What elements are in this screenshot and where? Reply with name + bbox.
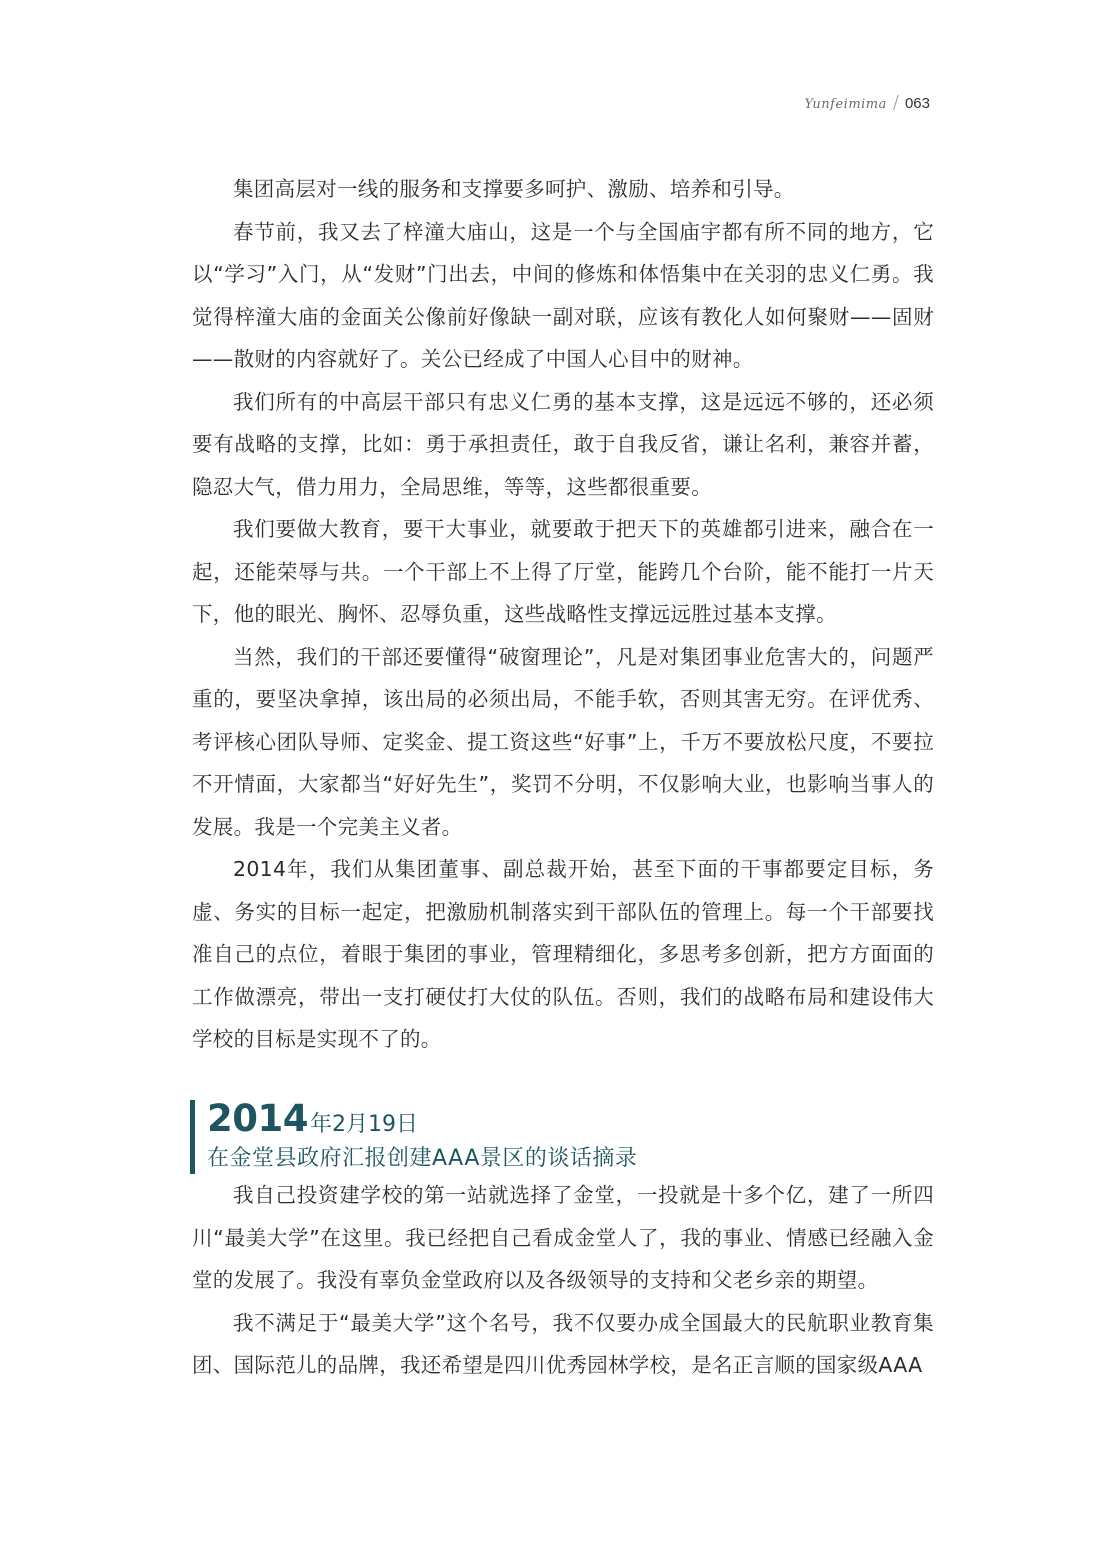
paragraph-2: 春节前，我又去了梓潼大庙山，这是一个与全国庙宇都有所不同的地方，它以“学习”入门，从“发财”门出去，中间的修炼和体悟集中在关羽的忠义仁勇。我觉得梓潼大庙的金面关公像前好像缺一副对联，应该有教化人如何聚财——固财——散财的内容就好了。关公已经成了中国人心目中的财神。 [192, 219, 934, 371]
section-date [207, 1097, 951, 1144]
page-number: 063 [904, 95, 930, 112]
paragraph-5: 当然，我们的干部还要懂得“破窗理论”，凡是对集团事业危害大的，问题严重的，要坚决拿掉，该出局的必须出局，不能手软，否则其害无穷。在评优秀、考评核心团队导师、定奖金、提工资这些“好事”上，千万不要放松尺度，不要拉不开情面，大家都当“好好先生”，奖罚不分明，不仅影响大业，也影响当事人的发展。我是一个完美主义者。 [192, 644, 934, 839]
paragraph-3: 我们所有的中高层干部只有忠义仁勇的基本支撑，这是远远不够的，还必须要有战略的支撑，比如：勇于承担责任，敢于自我反省，谦让名利，兼容并蓄，隐忍大气，借力用力，全局思维，等等，这些都很重要。 [192, 389, 934, 499]
section-date-rest: 年2月19日 [309, 1112, 418, 1137]
running-header [804, 92, 930, 113]
section-heading [190, 1097, 951, 1174]
paragraph-6: 2014年，我们从集团董事、副总裁开始，甚至下面的干事都要定目标，务虚、务实的目标一起定，把激励机制落实到干部队伍的管理上。每一个干部要找准自己的点位，着眼于集团的事业，管理精细化，多思考多创新，把方方面面的工作做漂亮，带出一支打硬仗打大仗的队伍。否则，我们的战略布局和建设伟大学校的目标是实现不了的。 [192, 857, 934, 1051]
section-paragraph-2: 我不满足于“最美大学”这个名号，我不仅要办成全国最大的民航职业教育集团、国际范儿的品牌，我还希望是四川优秀园林学校，是名正言顺的国家级AAA [192, 1310, 934, 1377]
section-paragraph-1: 我自己投资建学校的第一站就选择了金堂，一投就是十多个亿，建了一所四川“最美大学”在这里。我已经把自己看成金堂人了，我的事业、情感已经融入金堂的发展了。我没有辜负金堂政府以及各级领导的支持和父老乡亲的期望。 [192, 1183, 934, 1292]
section-date-year: 2014 [207, 1097, 308, 1140]
paragraph-4: 我们要做大教育，要干大事业，就要敢于把天下的英雄都引进来，融合在一起，还能荣辱与共。一个干部上不上得了厅堂，能跨几个台阶，能不能打一片天下，他的眼光、胸怀、忍辱负重，这些战略性支撑远远胜过基本支撑。 [192, 517, 934, 626]
section-title: 在金堂县政府汇报创建AAA景区的谈话摘录 [207, 1146, 638, 1171]
section-body-text [192, 1174, 934, 1387]
body-text [192, 168, 934, 1061]
paragraph-1: 集团高层对一线的服务和支撑要多呵护、激励、培养和引导。 [233, 177, 795, 201]
header-site-name: Yunfeimima [804, 97, 887, 112]
header-separator: / [892, 92, 899, 113]
